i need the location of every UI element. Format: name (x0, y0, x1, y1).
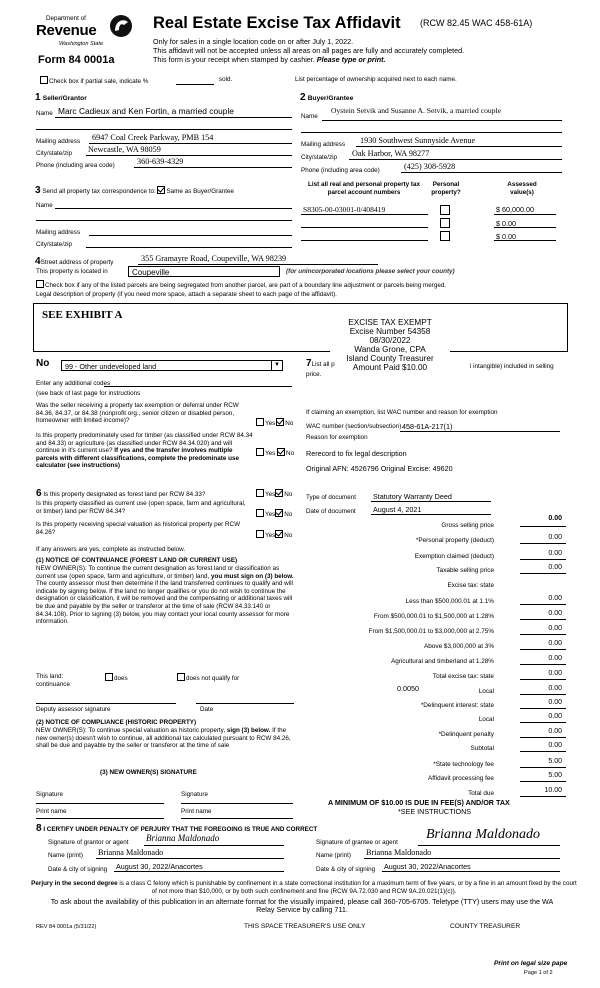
assessed-value[interactable]: $ 60,000.00 (496, 205, 534, 214)
tax-row-value[interactable]: 0.00 (548, 742, 562, 749)
tax-row-label: Total excise tax: state (432, 673, 494, 680)
tax-row-underline (520, 573, 566, 574)
assessed-value[interactable]: $ 0.00 (496, 219, 516, 228)
buyer-phone[interactable]: (425) 308-5928 (404, 162, 456, 171)
grantor-signature[interactable]: Brianna Maldonado (146, 833, 220, 843)
grantee-signature[interactable]: Brianna Maldonado (426, 827, 540, 842)
grantee-date-label: Date & city of signing (316, 866, 376, 873)
tax-row-label: Exemption claimed (deduct) (414, 553, 494, 560)
owner-signature-label: Signature (181, 791, 208, 798)
deputy-signature-label: Deputy assessor signature (36, 706, 111, 713)
s3-mailing-label: Mailing address (36, 229, 81, 236)
tax-row-underline (520, 619, 566, 620)
tax-row-label: Less than $500,000.01 at 1.1% (405, 598, 494, 605)
same-as-buyer-checkbox[interactable] (157, 186, 165, 194)
s6q3-answer: Yes No (256, 530, 292, 539)
certify-text: 8 I CERTIFY UNDER PENALTY OF PERJURY THAT THE FOREGOING IS TRUE AND CORRECT (36, 823, 318, 834)
tax-row-label: *Delinquent interest: state (420, 702, 494, 709)
tax-row-value[interactable]: 5.00 (548, 758, 562, 765)
tax-row-value[interactable]: 0.00 (548, 655, 562, 662)
tax-row-label: *Delinquent penalty (438, 731, 494, 738)
does-checkbox[interactable] (105, 673, 113, 681)
stamp-line: Island County Treasurer (346, 354, 434, 363)
tax-row-label: Total due (468, 790, 494, 797)
if-yes-note: If any answers are yes, complete as instructed below. (36, 546, 186, 553)
county-treasurer-label: COUNTY TREASURER (450, 923, 521, 930)
parcels-col2-header: Personal property? (431, 181, 461, 196)
codes-label: Enter any additional codes (36, 380, 111, 387)
section7-text-b: l intangible) included in selling (470, 363, 554, 370)
grantor-date[interactable]: August 30, 2022/Anacortes (116, 862, 203, 871)
s6q2-no-checkbox[interactable] (275, 509, 283, 517)
seller-name[interactable]: Marc Cadieux and Ken Fortin, a married couple (58, 106, 234, 116)
seller-mailing-label: Mailing address (36, 138, 81, 145)
alt-format-note: To ask about the availability of this publication in an alternate format for the visually impaired, please call 360-705-6705. Teletype (TTY) users may use the WA Relay Service by calling 711. (50, 897, 554, 915)
tax-row-underline (520, 649, 566, 650)
grantor-date-label: Date & city of signing (48, 866, 108, 873)
q2-yes-checkbox[interactable] (256, 448, 264, 456)
section5-number: No (36, 358, 50, 369)
tax-row-underline (520, 664, 566, 665)
s6q1-no-checkbox[interactable] (275, 489, 283, 497)
owner-print-name-label: Print name (181, 808, 212, 815)
tax-row-value[interactable]: 0.00 (548, 699, 562, 706)
exemption-label: If claiming an exemption, list WAC number and reason for exemption (306, 409, 498, 416)
note-line3: This form is your receipt when stamped by cashier. Please type or print. (153, 55, 386, 64)
tax-row-label: Taxable selling price (436, 567, 494, 574)
tax-row-label: Local (478, 688, 494, 695)
grantee-name-label: Name (print) (316, 852, 351, 859)
q2-answer: Yes No (256, 448, 294, 457)
treasurer-use-label: THIS SPACE TREASURER'S USE ONLY (244, 923, 366, 930)
doc-date-label: Date of document (306, 508, 356, 515)
tax-row-underline (520, 722, 566, 723)
stamp-line: Wanda Grone, CPA (354, 345, 426, 354)
exemption-question: Was the seller receiving a property tax exemption or deferral under RCW 84.36, 84.37, or 84.38 (nonprofit org., senior citizen or disabled person, homeowner with limited income)? (36, 402, 239, 425)
tax-row-underline (520, 796, 566, 797)
q2-no-checkbox[interactable] (277, 448, 285, 456)
s6q2-yes-checkbox[interactable] (256, 509, 264, 517)
owner-signature-label: Signature (36, 791, 63, 798)
tax-row-label: *Personal property (deduct) (415, 537, 494, 544)
rcw-reference: (RCW 82.45 WAC 458-61A) (420, 18, 533, 28)
tax-row-underline (520, 559, 566, 560)
notice2-body: NEW OWNER(S): To continue special valuation as historic property, sign (3) below. If the new owner(s) doesn't wish to continue, all additional tax calculated pursuant to RCW 84.26, shall be due and payable by the seller or transferor at the time of sale (36, 727, 291, 750)
tax-row-underline (520, 767, 566, 768)
tax-row-underline (520, 634, 566, 635)
chevron-down-icon[interactable]: ▼ (271, 361, 282, 370)
tax-row-label: Agricultural and timberland at 1.28% (390, 658, 494, 665)
reason-line2[interactable]: Original AFN: 4526796 Original Excise: 49620 (306, 464, 453, 473)
logo-state: Washington State (59, 41, 104, 47)
tax-row-underline (520, 737, 566, 738)
does-not-option: does not qualify for (177, 673, 239, 682)
buyer-name-label: Name (301, 113, 318, 120)
tax-row-value[interactable]: 0.00 (548, 713, 562, 720)
stamp-line: EXCISE TAX EXEMPT (348, 318, 432, 327)
location-select[interactable]: Coupeville (128, 266, 280, 277)
grantee-date[interactable]: August 30, 2022/Anacortes (384, 862, 471, 871)
parcels-col3-header: Assessed value(s) (507, 181, 537, 196)
tax-row-value[interactable]: 0.00 (548, 534, 562, 541)
section7-text-c: price. (306, 371, 322, 378)
parcel-number[interactable]: S8305-00-03001-0/408419 (303, 205, 386, 214)
grantor-name-label: Name (print) (48, 852, 83, 859)
seller-city[interactable]: Newcastle, WA 98059 (88, 145, 161, 154)
seller-heading: 1 Seller/Grantor (35, 92, 87, 103)
historic-question: Is this property receiving special valuation as historical property per RCW 84.26? (36, 521, 241, 536)
seller-phone-label: Phone (including area code) (36, 162, 115, 169)
seller-city-label: City/state/zip (36, 150, 73, 157)
tax-row-label: Subtotal (470, 745, 494, 752)
note-line2: This affidavit will not be accepted unless all areas on all pages are fully and accurately completed. (153, 46, 465, 55)
s6q1-answer: Yes No (256, 489, 292, 498)
new-owner-signature-title: (3) NEW OWNER(S) SIGNATURE (100, 769, 197, 776)
perjury-warning: Perjury in the second degree is a class C felony which is punishable by confinement in a state correctional institution for a maximum term of five years, or by a fine in an amount fixed by the court of not more than $10,000, or by both such confinement and fine (RCW 9A.72.030 and RCW 9A.20.021(1)(c)). (31, 880, 577, 895)
tax-row-value[interactable]: 10.00 (544, 787, 562, 794)
legal-size-note: Print on legal size pape (494, 960, 568, 967)
revision-number: REV 84 0001a (5/31/22) (36, 924, 97, 930)
section3-text: 3 Send all property tax correspondence to: Same as Buyer/Grantee (35, 185, 235, 196)
ownership-note: List percentage of ownership acquired next to each name. (295, 76, 457, 83)
seller-mailing[interactable]: 6947 Coal Creek Parkway, PMB 154 (92, 133, 214, 142)
notice2-title: (2) NOTICE OF COMPLIANCE (HISTORIC PROPERTY) (36, 719, 197, 726)
codes-note: (see back of last page for instructions (36, 390, 141, 397)
s3-name-label: Name (36, 202, 53, 209)
doc-type[interactable]: Statutory Warranty Deed (373, 492, 452, 501)
section7-text: 7List all p (306, 358, 335, 369)
timber-question: Is this property predominately used for timber (as classified under RCW 84.34 and 84.33) or agriculture (as classified under RCW 84.34.020) and will continue in it's current use? If yes and the transfer involves multiple parcels with different classifications, complete the predominate use calculator (see instructions) (36, 432, 253, 470)
owner-print-name-label: Print name (36, 808, 67, 815)
buyer-mailing[interactable]: 1930 Southwest Sunnyside Avenue (360, 136, 476, 145)
tax-row-value[interactable]: 0.00 (548, 550, 562, 557)
tax-row-underline (520, 543, 566, 544)
dor-logo (36, 14, 128, 54)
parcels-col1-header: List all real and personal property tax parcel account numbers (308, 181, 420, 196)
deputy-date-label: Date (200, 706, 214, 713)
s6q1-yes-checkbox[interactable] (256, 489, 264, 497)
personal-property-checkbox[interactable] (440, 205, 450, 215)
grantor-signature-label: Signature of grantor or agent (48, 839, 129, 846)
tax-row-label: *State technology fee (433, 761, 494, 768)
legal-description-text: SEE EXHIBIT A (42, 309, 123, 321)
personal-property-checkbox[interactable] (440, 218, 450, 228)
buyer-city-label: City/state/zip (301, 154, 338, 161)
seller-name-label: Name (36, 110, 53, 117)
q1-answer: Yes No (256, 418, 293, 427)
tax-row-value[interactable]: 0.00 (548, 610, 562, 617)
tax-row-value[interactable]: 0.00 (548, 595, 562, 602)
tax-row-label: From $1,500,000.01 to $3,000,000 at 2.75% (368, 628, 494, 635)
segregated-checkbox[interactable] (36, 280, 44, 288)
unincorporated-note: (for unincorporated locations please select your county) (286, 268, 455, 275)
tax-row-value[interactable]: 0.00 (548, 640, 562, 647)
doc-date[interactable]: August 4, 2021 (373, 505, 422, 514)
continuance-label: continuance (36, 681, 70, 688)
this-land-label: This land: (36, 673, 64, 680)
s6q3-no-checkbox[interactable] (275, 530, 283, 538)
grantee-name[interactable]: Brianna Maldonado (366, 848, 432, 857)
tax-row-label: Excise tax: state (447, 582, 494, 589)
assessed-value[interactable]: $ 0.00 (496, 232, 516, 241)
page-title: Real Estate Excise Tax Affidavit (153, 14, 401, 32)
s6q2-answer: Yes No (256, 509, 292, 518)
grantor-name[interactable]: Brianna Maldonado (98, 848, 164, 857)
stamp-line: Amount Paid $10.00 (352, 363, 428, 372)
land-use-select[interactable] (61, 360, 283, 371)
buyer-city[interactable]: Oak Harbor, WA 98277 (352, 149, 430, 158)
tax-row-label: From $500,000.01 to $1,500,000 at 1.28% (373, 613, 494, 620)
legal-description-label: Legal description of property (if you need more space, attach a separate sheet to each page of the affidavit). (36, 291, 337, 298)
note-line1: Only for sales in a single location code on or after July 1, 2022. (153, 37, 354, 46)
partial-sale: Check box if partial sale, indicate % (40, 76, 148, 85)
s6q3-yes-checkbox[interactable] (256, 530, 264, 538)
partial-sale-checkbox[interactable] (40, 76, 48, 84)
segregated-text: Check box if any of the listed parcels are being segregated from another parcel, are part of a boundary line adjustment or parcels being merged. (36, 280, 446, 289)
tax-row-underline (520, 604, 566, 605)
stamp-line: Excise Number 54358 (349, 327, 431, 336)
forest-question: 6 Is this property designated as forest land per RCW 84.33? (36, 488, 206, 499)
tax-row-value[interactable]: 5.00 (548, 772, 562, 779)
does-not-checkbox[interactable] (177, 673, 185, 681)
current-use-question: Is this property classified as current use (open space, farm and agricultural, or timber) land per RCW 84.34? (36, 500, 246, 515)
tax-row-label: Above $3,000,000 at 3% (424, 643, 494, 650)
notice1-body: NEW OWNER(S): To continue the current designation as forest land or classification as current use (open space, farm and agriculture, or timber) land, you must sign on (3) below. The county assessor must then determine if the land transferred continues to qualify and will indicate by signing below. If the land no longer qualifies or you do not wish to continue the designation or classification, it will be removed and the compensating or additional taxes will be due and payable by the seller or transferor at the time of sale (RCW 84.33.140 or 84.34.108). Prior to signing (3) below, you may contact your local county assessor for more information. (36, 565, 294, 626)
tax-row-value[interactable]: 0.00 (548, 685, 562, 692)
minimum-due-note: A MINIMUM OF $10.00 IS DUE IN FEE(S) AND/OR TAX (328, 798, 510, 807)
buyer-name[interactable]: Oystein Setvik and Susanne A. Setvik, a married couple (331, 106, 501, 115)
q1-yes-checkbox[interactable] (256, 418, 264, 426)
sold-label: sold. (219, 76, 233, 83)
wac-label: WAC number (section/subsection) (306, 423, 402, 430)
does-option: does (105, 673, 128, 682)
local-rate[interactable]: 0.0050 (397, 684, 419, 693)
gross-price[interactable]: 0.00 (548, 515, 562, 522)
logo-revenue: Revenue (36, 22, 97, 39)
buyer-phone-label: Phone (including area code) (301, 167, 380, 174)
gross-price-label: Gross selling price (441, 522, 494, 529)
tax-row-value[interactable]: 0.00 (548, 670, 562, 677)
buyer-heading: 2 Buyer/Grantee (300, 92, 354, 103)
revenue-logo-icon (109, 13, 133, 41)
tax-row-value[interactable]: 0.00 (548, 564, 562, 571)
exempt-stamp (330, 318, 450, 372)
tax-row-underline (520, 708, 566, 709)
logo-dept: Department of (46, 15, 86, 22)
tax-row-underline (520, 694, 566, 695)
doc-type-label: Type of document (306, 494, 357, 501)
land-use-value: 99 - Other undeveloped land (65, 362, 157, 371)
legal-description-box[interactable] (33, 303, 568, 352)
page-number: Page 1 of 2 (524, 970, 553, 975)
buyer-mailing-label: Mailing address (301, 141, 346, 148)
q1-no-checkbox[interactable] (276, 418, 284, 426)
reason-line1[interactable]: Rerecord to fix legal description (306, 449, 407, 458)
stamp-line: 08/30/2022 (369, 336, 411, 345)
tax-row-value[interactable]: 0.00 (548, 625, 562, 632)
street-address[interactable]: 355 Gramayre Road, Coupeville, WA 98239 (141, 254, 287, 263)
street-label: 4Street address of property (35, 256, 114, 267)
located-label: This property is located in (36, 268, 108, 275)
seller-phone[interactable]: 360-639-4329 (137, 157, 184, 166)
wac-number[interactable]: 458-61A-217(1) (402, 422, 453, 431)
tax-row-value[interactable]: 0.00 (548, 728, 562, 735)
tax-row-label: Affidavit processing fee (428, 775, 494, 782)
form-number: Form 84 0001a (38, 54, 115, 66)
tax-row-underline (520, 781, 566, 782)
personal-property-checkbox[interactable] (440, 231, 450, 241)
tax-row-label: Local (478, 716, 494, 723)
grantee-signature-label: Signature of grantee or agent (316, 839, 398, 846)
tax-row-underline (520, 751, 566, 752)
notice1-title: (1) NOTICE OF CONTINUANCE (FOREST LAND OR CURRENT USE) (36, 557, 238, 564)
s3-city-label: City/state/zip (36, 241, 73, 248)
see-instructions: *SEE INSTRUCTIONS (398, 807, 472, 816)
tax-row-underline (520, 679, 566, 680)
reason-label: Reason for exemption (306, 434, 368, 441)
